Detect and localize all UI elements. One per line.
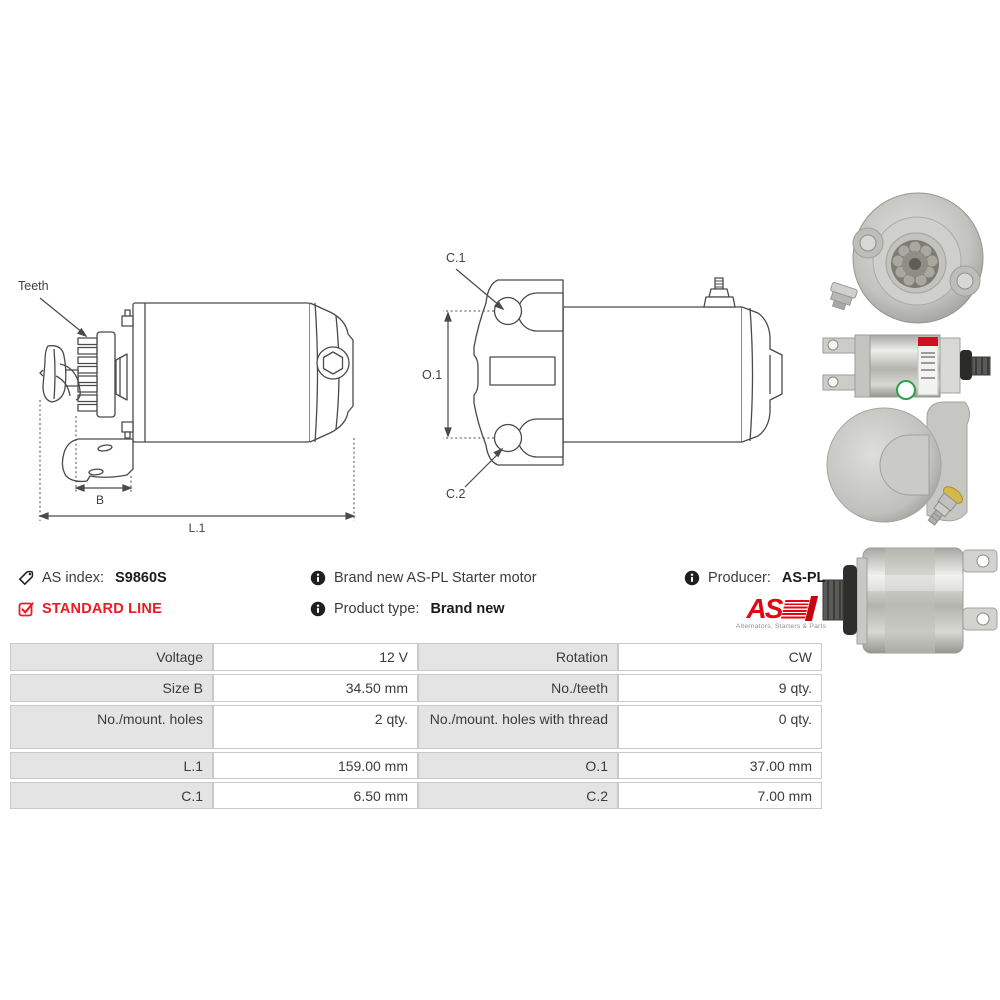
- diagram-front-view: [420, 245, 790, 503]
- mount-hole-c2: [495, 425, 522, 452]
- info-icon: [310, 601, 326, 617]
- spec-value: 9 qty.: [618, 674, 822, 702]
- as-index-label: AS index:: [42, 570, 105, 586]
- teeth-label: Teeth: [18, 279, 49, 293]
- spec-value: 34.50 mm: [213, 674, 418, 702]
- product-type-row: [310, 601, 505, 617]
- as-index-value: S9860S: [115, 570, 167, 586]
- motor-body-front: [563, 307, 742, 442]
- as-pl-logo: [735, 594, 827, 630]
- producer-row: [684, 570, 825, 586]
- info-icon: [310, 570, 326, 586]
- description-text: Brand new AS-PL Starter motor: [334, 570, 537, 586]
- tag-icon: [18, 570, 34, 586]
- standard-line-label: STANDARD LINE: [42, 601, 162, 617]
- spec-label: L.1: [10, 752, 213, 779]
- dim-c1-label: C.1: [446, 251, 466, 265]
- pinion-gear: [97, 332, 115, 417]
- photo-side-view-shaft: [823, 548, 997, 653]
- motor-body: [133, 303, 310, 442]
- spec-label: C.1: [10, 782, 213, 809]
- spec-value: 0 qty.: [618, 705, 822, 749]
- description-row: [310, 570, 537, 586]
- product-type-value: Brand new: [430, 601, 505, 617]
- spec-value: 12 V: [213, 643, 418, 671]
- spec-value: 6.50 mm: [213, 782, 418, 809]
- green-sticker: [897, 381, 915, 399]
- dim-c2-label: C.2: [446, 487, 466, 501]
- diagram-side-view: [10, 276, 360, 534]
- photo-side-view-label: [823, 335, 990, 399]
- dim-l1-label: L.1: [188, 521, 206, 534]
- spec-value: CW: [618, 643, 822, 671]
- spec-value: 159.00 mm: [213, 752, 418, 779]
- as-index-row: [18, 570, 167, 586]
- dim-o1-label: O.1: [422, 368, 443, 382]
- spec-label: No./mount. holes: [10, 705, 213, 749]
- producer-value: AS-PL: [781, 570, 826, 586]
- dim-b-label: B: [95, 493, 105, 507]
- terminal-nut: [709, 289, 729, 297]
- standard-line-row: [18, 601, 162, 617]
- checkbox-icon: [18, 601, 34, 617]
- spec-label: Voltage: [10, 643, 213, 671]
- info-icon: [684, 570, 700, 586]
- photo-dome-housing: [827, 402, 970, 529]
- spec-label: Rotation: [418, 643, 618, 671]
- logo-tagline: Alternators, Starters & Parts: [735, 623, 827, 630]
- spec-label: Size B: [10, 674, 213, 702]
- spec-label: C.2: [418, 782, 618, 809]
- spec-label: No./mount. holes with thread: [418, 705, 618, 749]
- producer-label: Producer:: [708, 570, 771, 586]
- spec-label: O.1: [418, 752, 618, 779]
- spec-label: No./teeth: [418, 674, 618, 702]
- product-photos: [815, 160, 1000, 660]
- spec-table: [10, 643, 822, 809]
- logo-as-text: AS: [746, 593, 782, 625]
- spec-value: 7.00 mm: [618, 782, 822, 809]
- product-type-label: Product type:: [334, 601, 420, 617]
- spec-value: 37.00 mm: [618, 752, 822, 779]
- photo-end-view: [826, 193, 983, 323]
- spec-value: 2 qty.: [213, 705, 418, 749]
